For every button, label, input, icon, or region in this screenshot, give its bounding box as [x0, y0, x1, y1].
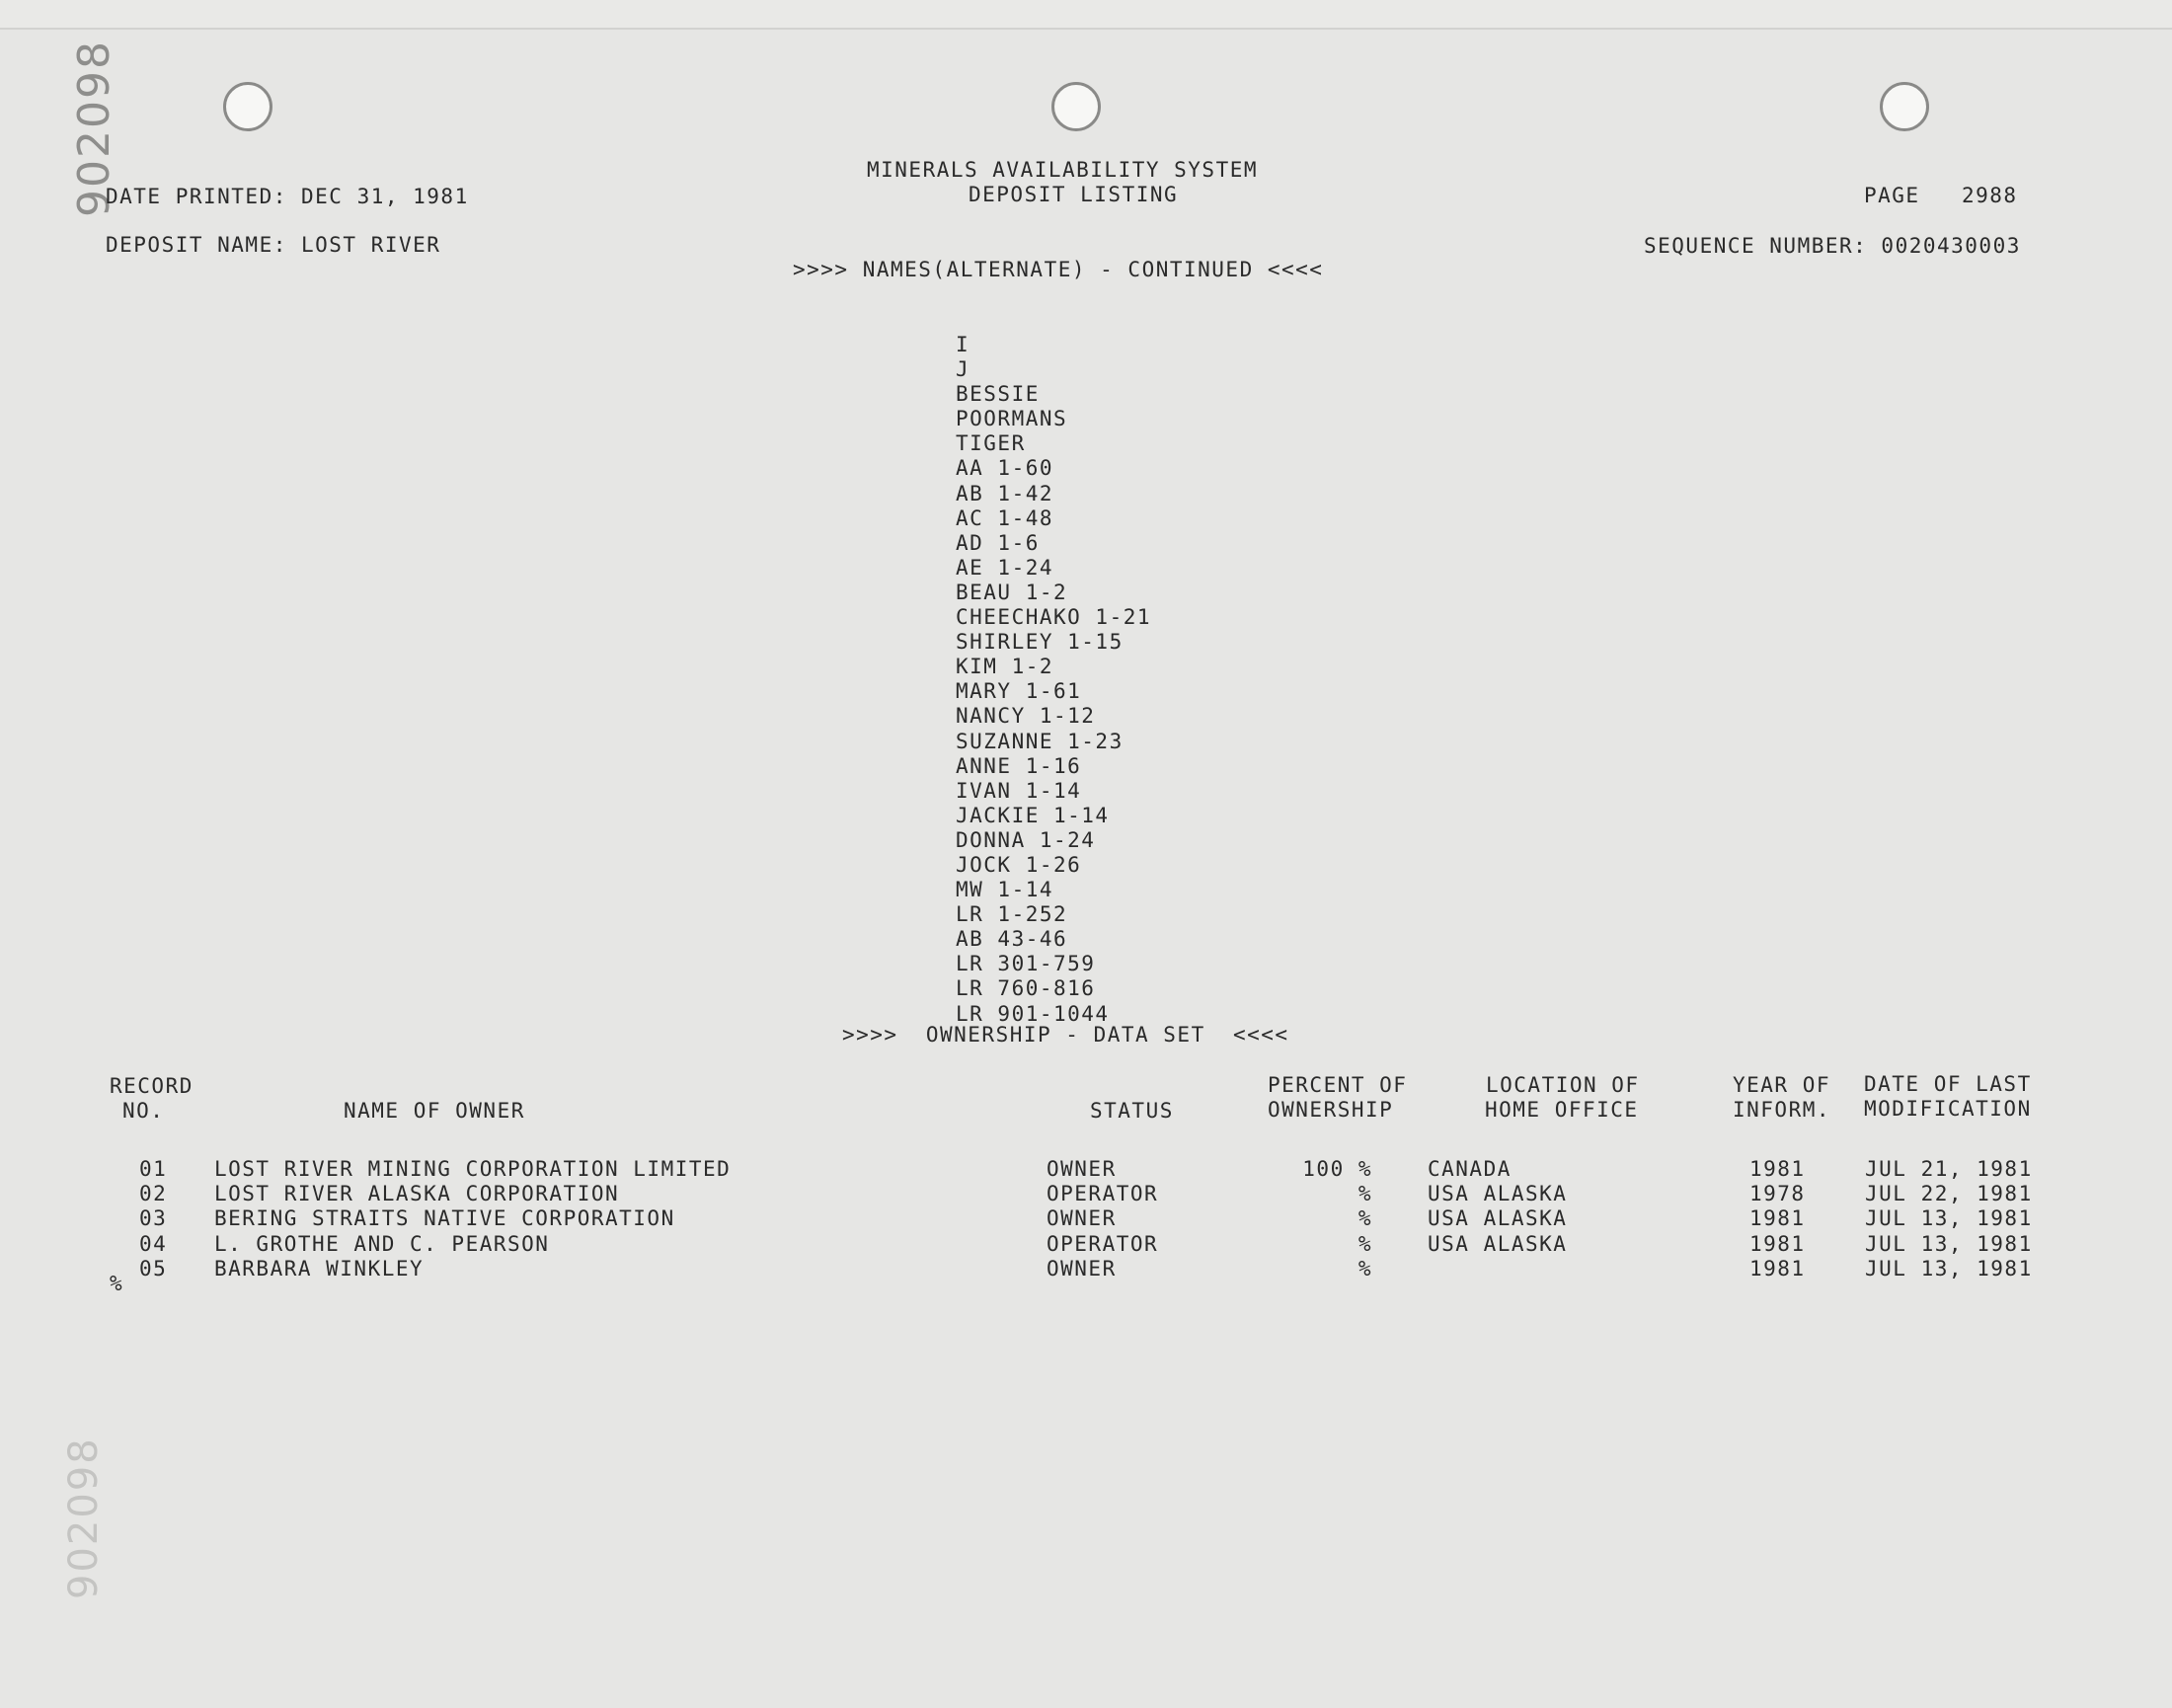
alternate-name-item: IVAN 1-14	[956, 778, 1082, 803]
ownership-trailer: %	[110, 1272, 124, 1295]
year-cell: 1981	[1749, 1256, 1806, 1281]
percent-cell: %	[1358, 1206, 1372, 1231]
alternate-name-item: DONNA 1-24	[956, 827, 1096, 852]
location-cell: CANADA	[1428, 1157, 1512, 1181]
col-header-modification: MODIFICATION	[1864, 1097, 2032, 1121]
status-cell: OWNER	[1047, 1256, 1117, 1281]
table-row	[0, 1257, 2172, 1281]
col-header-record-no: NO.	[122, 1099, 165, 1123]
owner-name-cell: BARBARA WINKLEY	[214, 1256, 425, 1281]
year-cell: 1981	[1749, 1231, 1806, 1256]
punch-hole-center	[1051, 82, 1101, 131]
stamped-number: 902098	[69, 39, 119, 217]
alternate-name-item: BESSIE	[956, 382, 1040, 407]
alternate-name-item: AC 1-48	[956, 505, 1054, 530]
punch-hole-left	[223, 82, 272, 131]
document-page	[0, 28, 2172, 1708]
col-header-status: STATUS	[1090, 1099, 1174, 1123]
table-row	[0, 1206, 2172, 1231]
alternate-name-item: MW 1-14	[956, 878, 1054, 902]
table-row	[0, 1182, 2172, 1206]
modification-date-cell: JUL 13, 1981	[1865, 1206, 2033, 1231]
table-row	[0, 1157, 2172, 1182]
modification-date-cell: JUL 21, 1981	[1865, 1157, 2033, 1181]
percent-cell: %	[1358, 1256, 1372, 1281]
stamped-number-bleedthrough: 902098	[61, 1436, 107, 1599]
names-section-title: >>>> NAMES(ALTERNATE) - CONTINUED <<<<	[793, 258, 1324, 281]
alternate-name-item: BEAU 1-2	[956, 580, 1068, 604]
location-cell: USA ALASKA	[1428, 1206, 1568, 1231]
owner-name-cell: LOST RIVER ALASKA CORPORATION	[214, 1182, 620, 1206]
alternate-name-item: CHEECHAKO 1-21	[956, 605, 1152, 630]
record-no-cell: 05	[139, 1256, 168, 1281]
alternate-name-item: KIM 1-2	[956, 655, 1054, 679]
date-printed: DATE PRINTED: DEC 31, 1981	[106, 185, 469, 208]
ownership-section-title: >>>> OWNERSHIP - DATA SET <<<<	[842, 1023, 1289, 1047]
percent-cell: 100 %	[1302, 1157, 1372, 1181]
alternate-name-item: MARY 1-61	[956, 679, 1082, 704]
year-cell: 1981	[1749, 1206, 1806, 1231]
col-header-percent: PERCENT OF	[1268, 1073, 1408, 1097]
modification-date-cell: JUL 13, 1981	[1865, 1256, 2033, 1281]
record-no-cell: 04	[139, 1231, 168, 1256]
year-cell: 1978	[1749, 1182, 1806, 1206]
punch-hole-right	[1880, 82, 1929, 131]
owner-name-cell: L. GROTHE AND C. PEARSON	[214, 1231, 550, 1256]
system-title: MINERALS AVAILABILITY SYSTEM	[867, 158, 1259, 182]
status-cell: OWNER	[1047, 1206, 1117, 1231]
year-cell: 1981	[1749, 1157, 1806, 1181]
alternate-name-item: SHIRLEY 1-15	[956, 630, 1124, 655]
col-header-date-last: DATE OF LAST	[1864, 1072, 2032, 1096]
table-row	[0, 1232, 2172, 1257]
alternate-name-item: AD 1-6	[956, 530, 1040, 555]
alternate-name-item: I	[956, 333, 970, 356]
alternate-name-item: AA 1-60	[956, 456, 1054, 481]
alternate-name-item: LR 1-252	[956, 902, 1068, 927]
record-no-cell: 03	[139, 1206, 168, 1231]
col-header-year: YEAR OF	[1733, 1073, 1831, 1097]
alternate-name-item: NANCY 1-12	[956, 704, 1096, 729]
status-cell: OWNER	[1047, 1157, 1117, 1181]
alternate-name-item: ANNE 1-16	[956, 753, 1082, 778]
record-no-cell: 01	[139, 1157, 168, 1181]
percent-cell: %	[1358, 1182, 1372, 1206]
col-header-inform: INFORM.	[1733, 1098, 1831, 1122]
deposit-name: DEPOSIT NAME: LOST RIVER	[106, 233, 441, 257]
status-cell: OPERATOR	[1047, 1182, 1159, 1206]
modification-date-cell: JUL 22, 1981	[1865, 1182, 2033, 1206]
col-header-name: NAME OF OWNER	[344, 1099, 525, 1123]
alternate-name-item: LR 301-759	[956, 952, 1096, 976]
record-no-cell: 02	[139, 1182, 168, 1206]
alternate-name-item: J	[956, 357, 970, 382]
owner-name-cell: BERING STRAITS NATIVE CORPORATION	[214, 1206, 675, 1231]
alternate-name-item: TIGER	[956, 431, 1026, 456]
sequence-number: SEQUENCE NUMBER: 0020430003	[1644, 234, 2021, 258]
alternate-name-item: LR 901-1044	[956, 1001, 1110, 1026]
col-header-home-office: HOME OFFICE	[1485, 1098, 1639, 1122]
alternate-name-item: JOCK 1-26	[956, 852, 1082, 877]
col-header-ownership: OWNERSHIP	[1268, 1098, 1394, 1122]
modification-date-cell: JUL 13, 1981	[1865, 1231, 2033, 1256]
alternate-name-item: LR 760-816	[956, 976, 1096, 1001]
owner-name-cell: LOST RIVER MINING CORPORATION LIMITED	[214, 1157, 732, 1181]
status-cell: OPERATOR	[1047, 1231, 1159, 1256]
alternate-name-item: AB 43-46	[956, 927, 1068, 952]
page-number: PAGE 2988	[1864, 184, 2018, 207]
listing-title: DEPOSIT LISTING	[969, 183, 1179, 206]
percent-cell: %	[1358, 1231, 1372, 1256]
alternate-names-list	[956, 333, 1151, 1027]
location-cell: USA ALASKA	[1428, 1231, 1568, 1256]
alternate-name-item: POORMANS	[956, 407, 1068, 431]
col-header-location: LOCATION OF	[1486, 1073, 1640, 1097]
location-cell: USA ALASKA	[1428, 1182, 1568, 1206]
alternate-name-item: AB 1-42	[956, 481, 1054, 505]
alternate-name-item: JACKIE 1-14	[956, 803, 1110, 827]
alternate-name-item: SUZANNE 1-23	[956, 729, 1124, 753]
col-header-record: RECORD	[110, 1074, 194, 1098]
alternate-name-item: AE 1-24	[956, 555, 1054, 580]
